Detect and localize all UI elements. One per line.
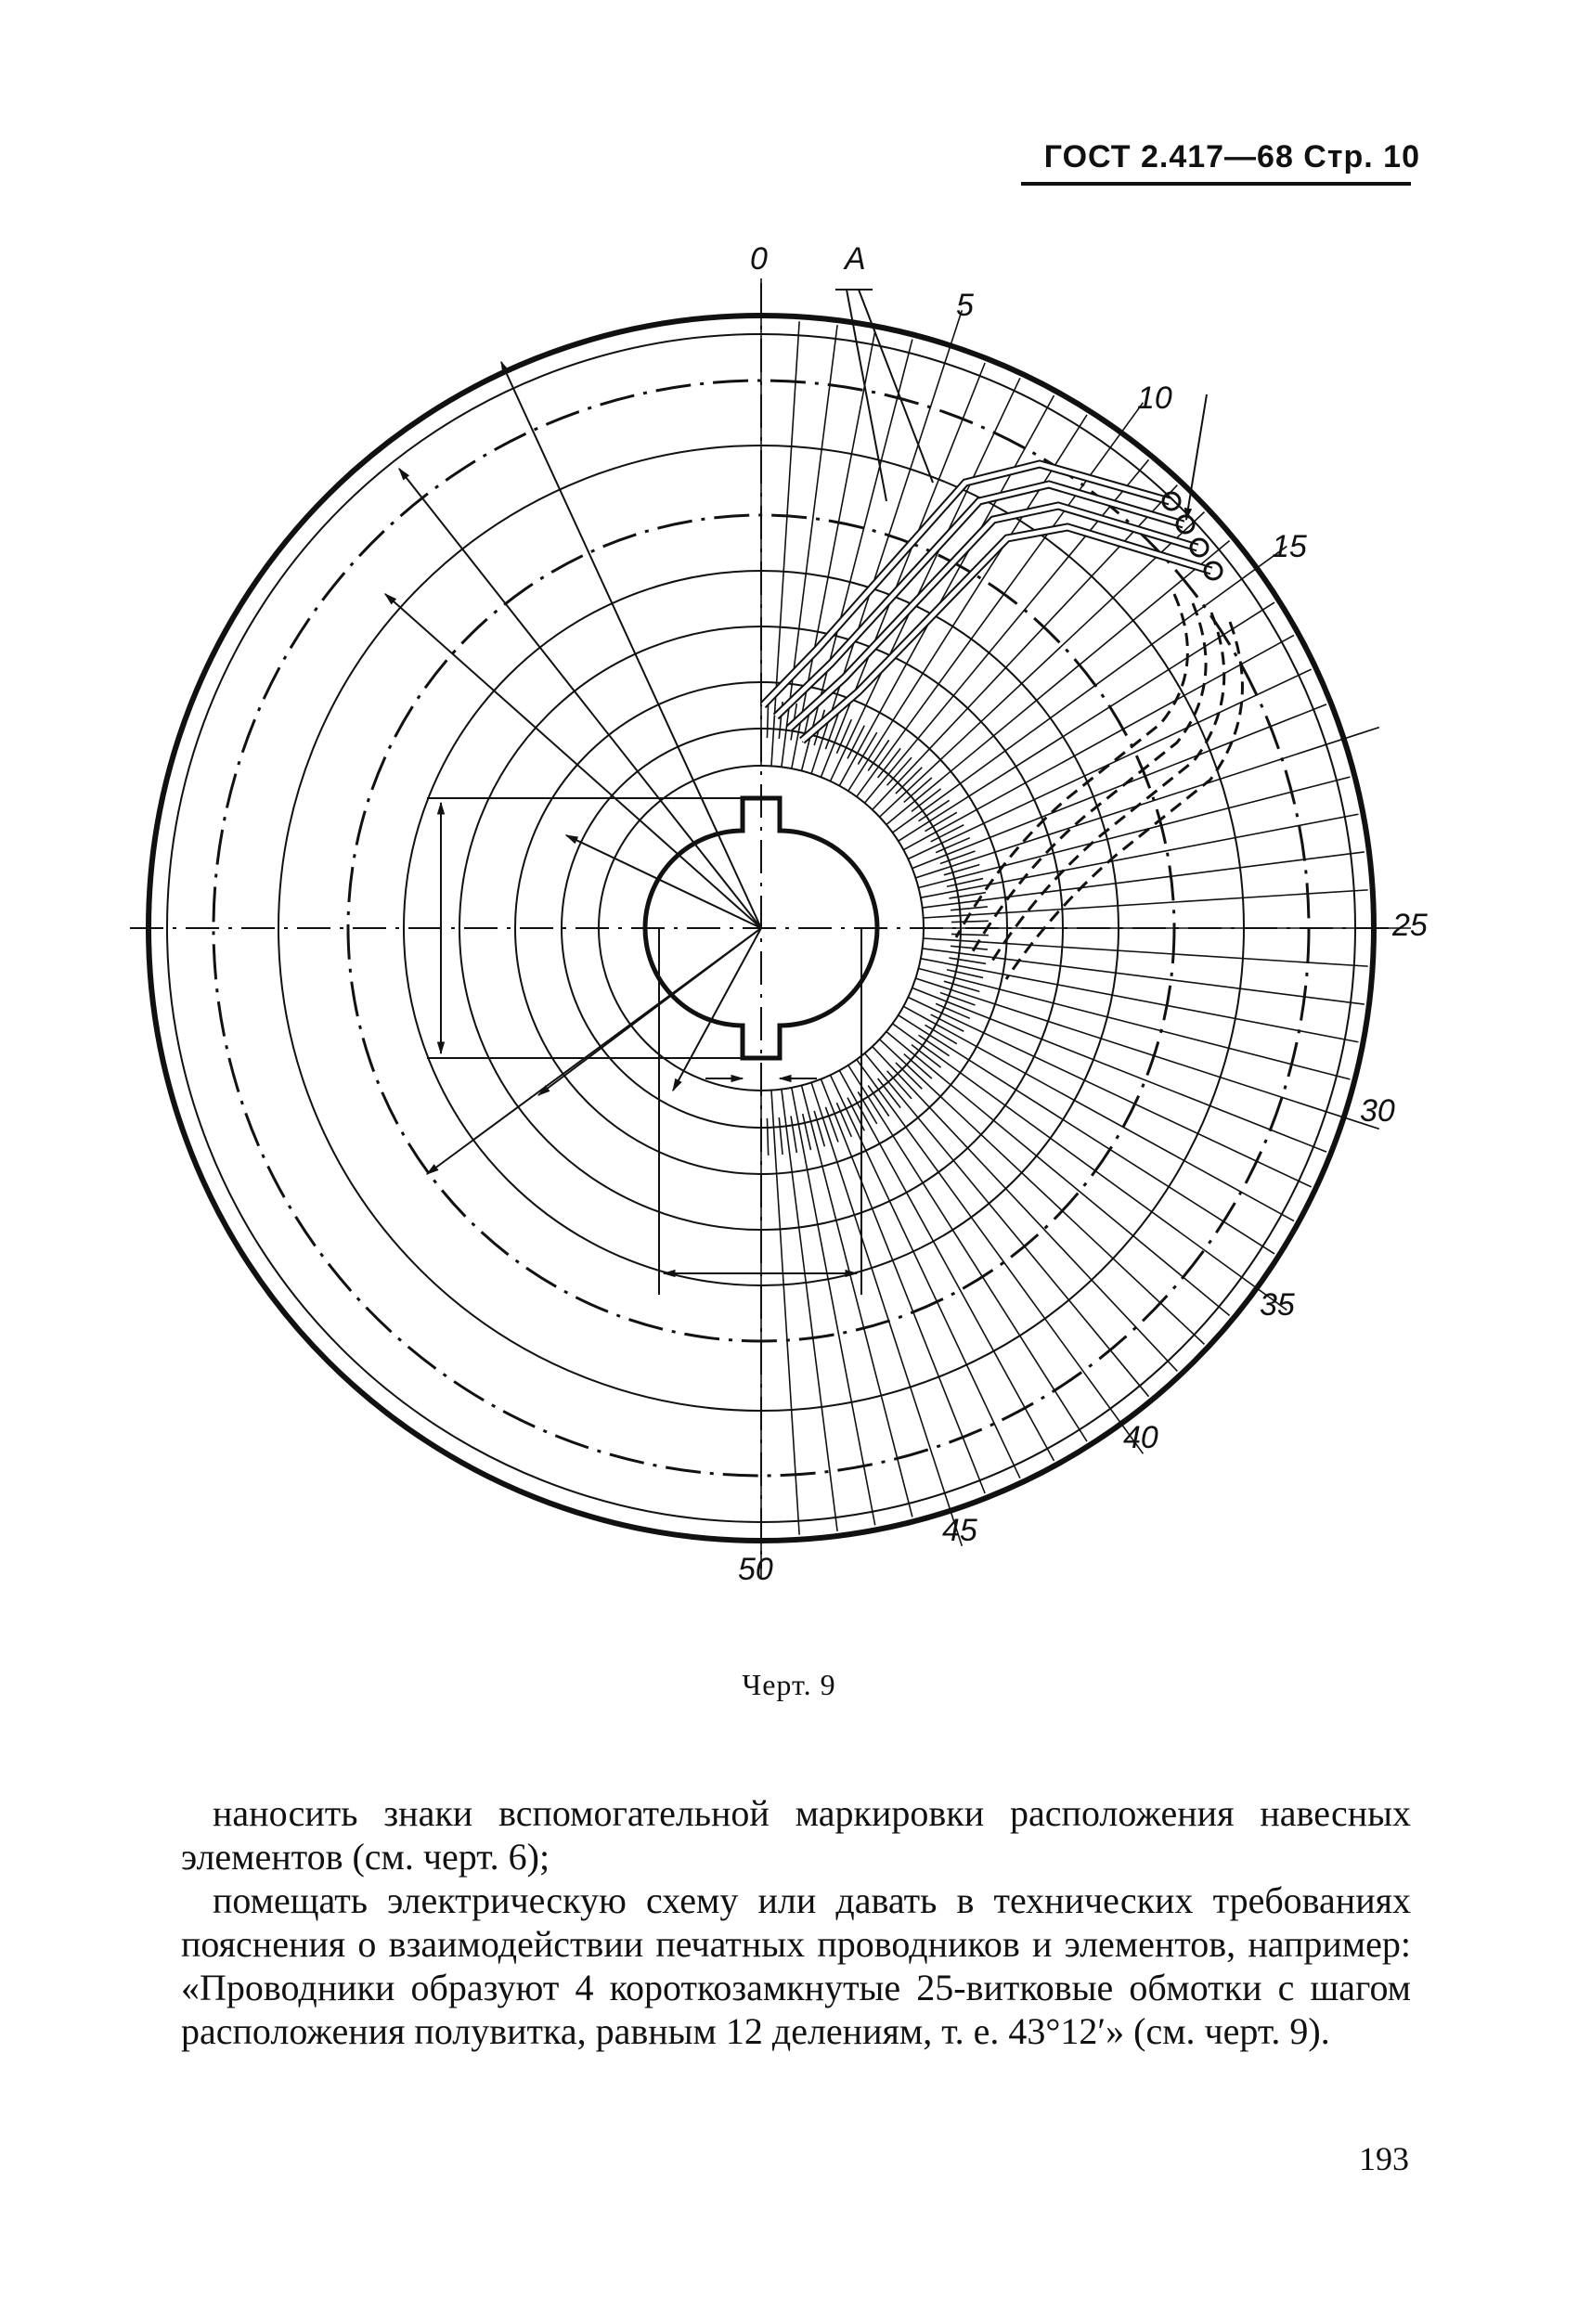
label-35: 35: [1260, 1287, 1295, 1323]
label-15: 15: [1272, 529, 1307, 564]
division-tick: [949, 958, 986, 963]
label-25: 25: [1392, 908, 1428, 943]
hidden-conductors: [956, 594, 1242, 979]
division-line: [771, 1091, 799, 1535]
label-40: 40: [1123, 1420, 1158, 1455]
division-line: [831, 1075, 1020, 1478]
division-tick: [767, 1118, 768, 1156]
division-line: [908, 998, 1311, 1187]
division-line: [924, 938, 1368, 966]
division-tick: [931, 825, 964, 842]
page-header: ГОСТ 2.417—68 Стр. 10: [1043, 139, 1420, 174]
division-line: [782, 1090, 837, 1531]
division-tick: [791, 1116, 796, 1153]
label-a: A: [845, 241, 866, 277]
division-line: [915, 728, 1378, 878]
division-line: [921, 814, 1358, 897]
label-10: 10: [1137, 381, 1172, 416]
division-line: [923, 852, 1365, 908]
label-45: 45: [942, 1513, 977, 1548]
paragraph-2: помещать электрическую схему или давать в технических требованиях пояснения о взаимодействии печатных проводников и элементов, например: «Проводники образуют 4 короткозамкнутые 25-витковые обмотки с шагом расположения полувитка, равным 12 делениям, т. е. 43°12′» (см. черт. 9).: [181, 1879, 1411, 2052]
division-line: [924, 890, 1368, 918]
paragraph-1: наносить знаки вспомогательной маркировки расположения навесных элементов (см. черт. 6);: [181, 1792, 1411, 1878]
division-line: [919, 777, 1351, 887]
division-line: [792, 1088, 875, 1525]
label-0: 0: [750, 241, 768, 277]
division-line: [915, 978, 1378, 1129]
division-tick: [847, 726, 864, 759]
label-30: 30: [1360, 1093, 1395, 1129]
division-line: [802, 1086, 912, 1517]
division-tick: [951, 946, 988, 949]
label-5: 5: [956, 288, 974, 323]
division-line: [792, 331, 875, 768]
body-text: [181, 1791, 1411, 2053]
winding-conductors: [763, 464, 1222, 741]
division-line: [923, 949, 1365, 1004]
division-line: [921, 959, 1358, 1042]
division-line: [831, 378, 1020, 781]
division-tick: [951, 907, 988, 910]
label-50: 50: [738, 1552, 773, 1587]
division-line: [919, 969, 1351, 1079]
page-number: 193: [1359, 2140, 1409, 2177]
division-tick: [951, 921, 989, 922]
division-line: [811, 1082, 962, 1545]
figure-caption: Черт. 9: [742, 1668, 836, 1701]
division-tick: [931, 1014, 964, 1031]
division-line: [908, 669, 1311, 859]
division-tick: [779, 1117, 783, 1155]
